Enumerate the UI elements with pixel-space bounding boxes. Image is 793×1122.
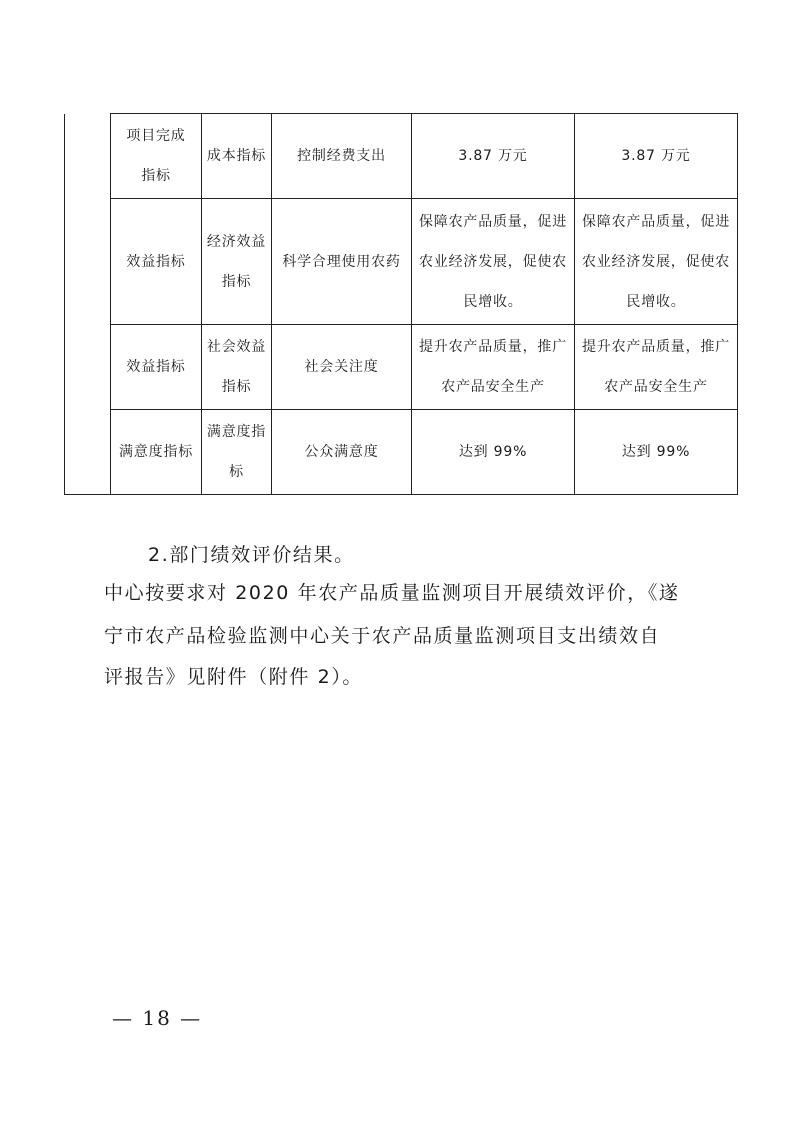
table-row [65, 410, 738, 495]
indicator-item-cell: 公众满意度 [272, 410, 412, 495]
third-level-indicator-cell: 社会效益指标 [202, 325, 272, 410]
third-level-indicator-cell: 成本指标 [202, 114, 272, 199]
performance-indicator-table [64, 113, 738, 495]
body-line: 宁市农产品检验监测中心关于农产品质量监测项目支出绩效自 [104, 625, 661, 647]
indicator-item-cell: 社会关注度 [272, 325, 412, 410]
actual-value-cell: 保障农产品质量，促进农业经济发展，促使农民增收。 [575, 199, 738, 325]
second-level-indicator-cell: 效益指标 [111, 199, 202, 325]
actual-value-cell: 3.87 万元 [575, 114, 738, 199]
target-value-cell: 3.87 万元 [412, 114, 575, 199]
second-level-indicator-cell: 满意度指标 [111, 410, 202, 495]
third-level-indicator-cell: 经济效益指标 [202, 199, 272, 325]
table-row [65, 114, 738, 199]
indicator-item-cell: 科学合理使用农药 [272, 199, 412, 325]
target-value-cell: 提升农产品质量，推广农产品安全生产 [412, 325, 575, 410]
actual-value-cell: 达到 99% [575, 410, 738, 495]
target-value-cell: 保障农产品质量，促进农业经济发展，促使农民增收。 [412, 199, 575, 325]
table-row [65, 325, 738, 410]
third-level-indicator-cell: 满意度指标 [202, 410, 272, 495]
first-level-indicator-cell [65, 114, 111, 495]
body-line: 评报告》见附件（附件 2）。 [104, 666, 364, 688]
section-heading: 2.部门绩效评价结果。 [148, 544, 355, 566]
body-line: 中心按要求对 2020 年农产品质量监测项目开展绩效评价，《遂 [104, 582, 680, 604]
second-level-indicator-cell: 项目完成指标 [111, 114, 202, 199]
second-level-indicator-cell: 效益指标 [111, 325, 202, 410]
actual-value-cell: 提升农产品质量，推广农产品安全生产 [575, 325, 738, 410]
indicator-item-cell: 控制经费支出 [272, 114, 412, 199]
target-value-cell: 达到 99% [412, 410, 575, 495]
page-number: — 18 — [112, 1006, 203, 1030]
table-row [65, 199, 738, 325]
